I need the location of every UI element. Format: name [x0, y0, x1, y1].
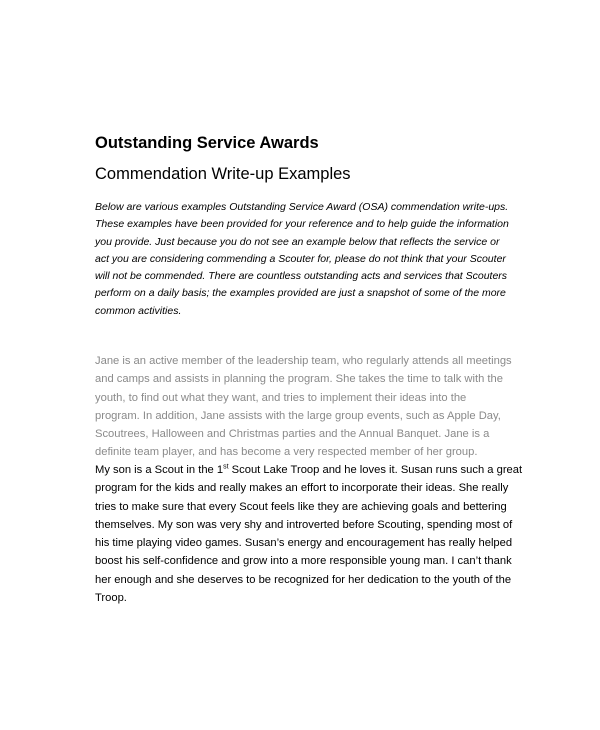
example-line: and camps and assists in planning the program. She takes the time to talk with the: [95, 373, 503, 386]
example-line: her enough and she deserves to be recognized for her dedication to the youth of the: [95, 573, 512, 586]
example-line: themselves. My son was very shy and introverted before Scouting, spending most of: [95, 518, 513, 531]
intro-line: common activities.: [95, 304, 182, 317]
example-line-first: [95, 461, 525, 479]
example-line: Troop.: [95, 592, 127, 605]
example-line: youth, to find out what they want, and tries to implement their ideas into the: [95, 391, 467, 404]
intro-line: you provide. Just because you do not see an example below that reflects the service or: [95, 235, 500, 248]
intro-line: will not be commended. There are countless outstanding acts and services that Scouters: [95, 270, 508, 283]
example-line: tries to make sure that every Scout feels like they are achieving goals and bettering: [95, 500, 507, 513]
document-title: Outstanding Service Awards: [95, 134, 319, 152]
intro-paragraph: [95, 199, 535, 320]
example-line: program for the kids and really makes an effort to incorporate their ideas. She really: [95, 482, 509, 495]
example-paragraph-susan: [95, 461, 525, 607]
example-line: program. In addition, Jane assists with the large group events, such as Apple Day,: [95, 409, 501, 422]
example-paragraph-jane: [95, 352, 525, 462]
example-line-start: My son is a Scout in the 1: [95, 464, 224, 476]
example-line: Jane is an active member of the leadership team, who regularly attends all meetings: [95, 355, 512, 367]
intro-line: perform on a daily basis; the examples provided are just a snapshot of some of the more: [95, 287, 506, 300]
intro-line: act you are considering commending a Scouter for, please do not think that your Scouter: [95, 252, 506, 265]
example-line: boost his self-confidence and grow into a more responsible young man. I can’t thank: [95, 555, 512, 568]
intro-line: Below are various examples Outstanding Service Award (OSA) commendation write-ups.: [95, 201, 509, 213]
document-subtitle: Commendation Write-up Examples: [95, 165, 351, 183]
example-line: his time playing video games. Susan’s energy and encouragement has really helped: [95, 537, 513, 550]
intro-line: These examples have been provided for your reference and to help guide the information: [95, 218, 509, 231]
example-line: Scoutrees, Halloween and Christmas parties and the Annual Banquet. Jane is a: [95, 428, 490, 441]
ordinal-suffix: st: [223, 463, 229, 471]
example-line-end: Scout Lake Troop and he loves it. Susan runs such a great: [228, 464, 523, 476]
example-line: definite team player, and has become a very respected member of her group.: [95, 446, 478, 459]
